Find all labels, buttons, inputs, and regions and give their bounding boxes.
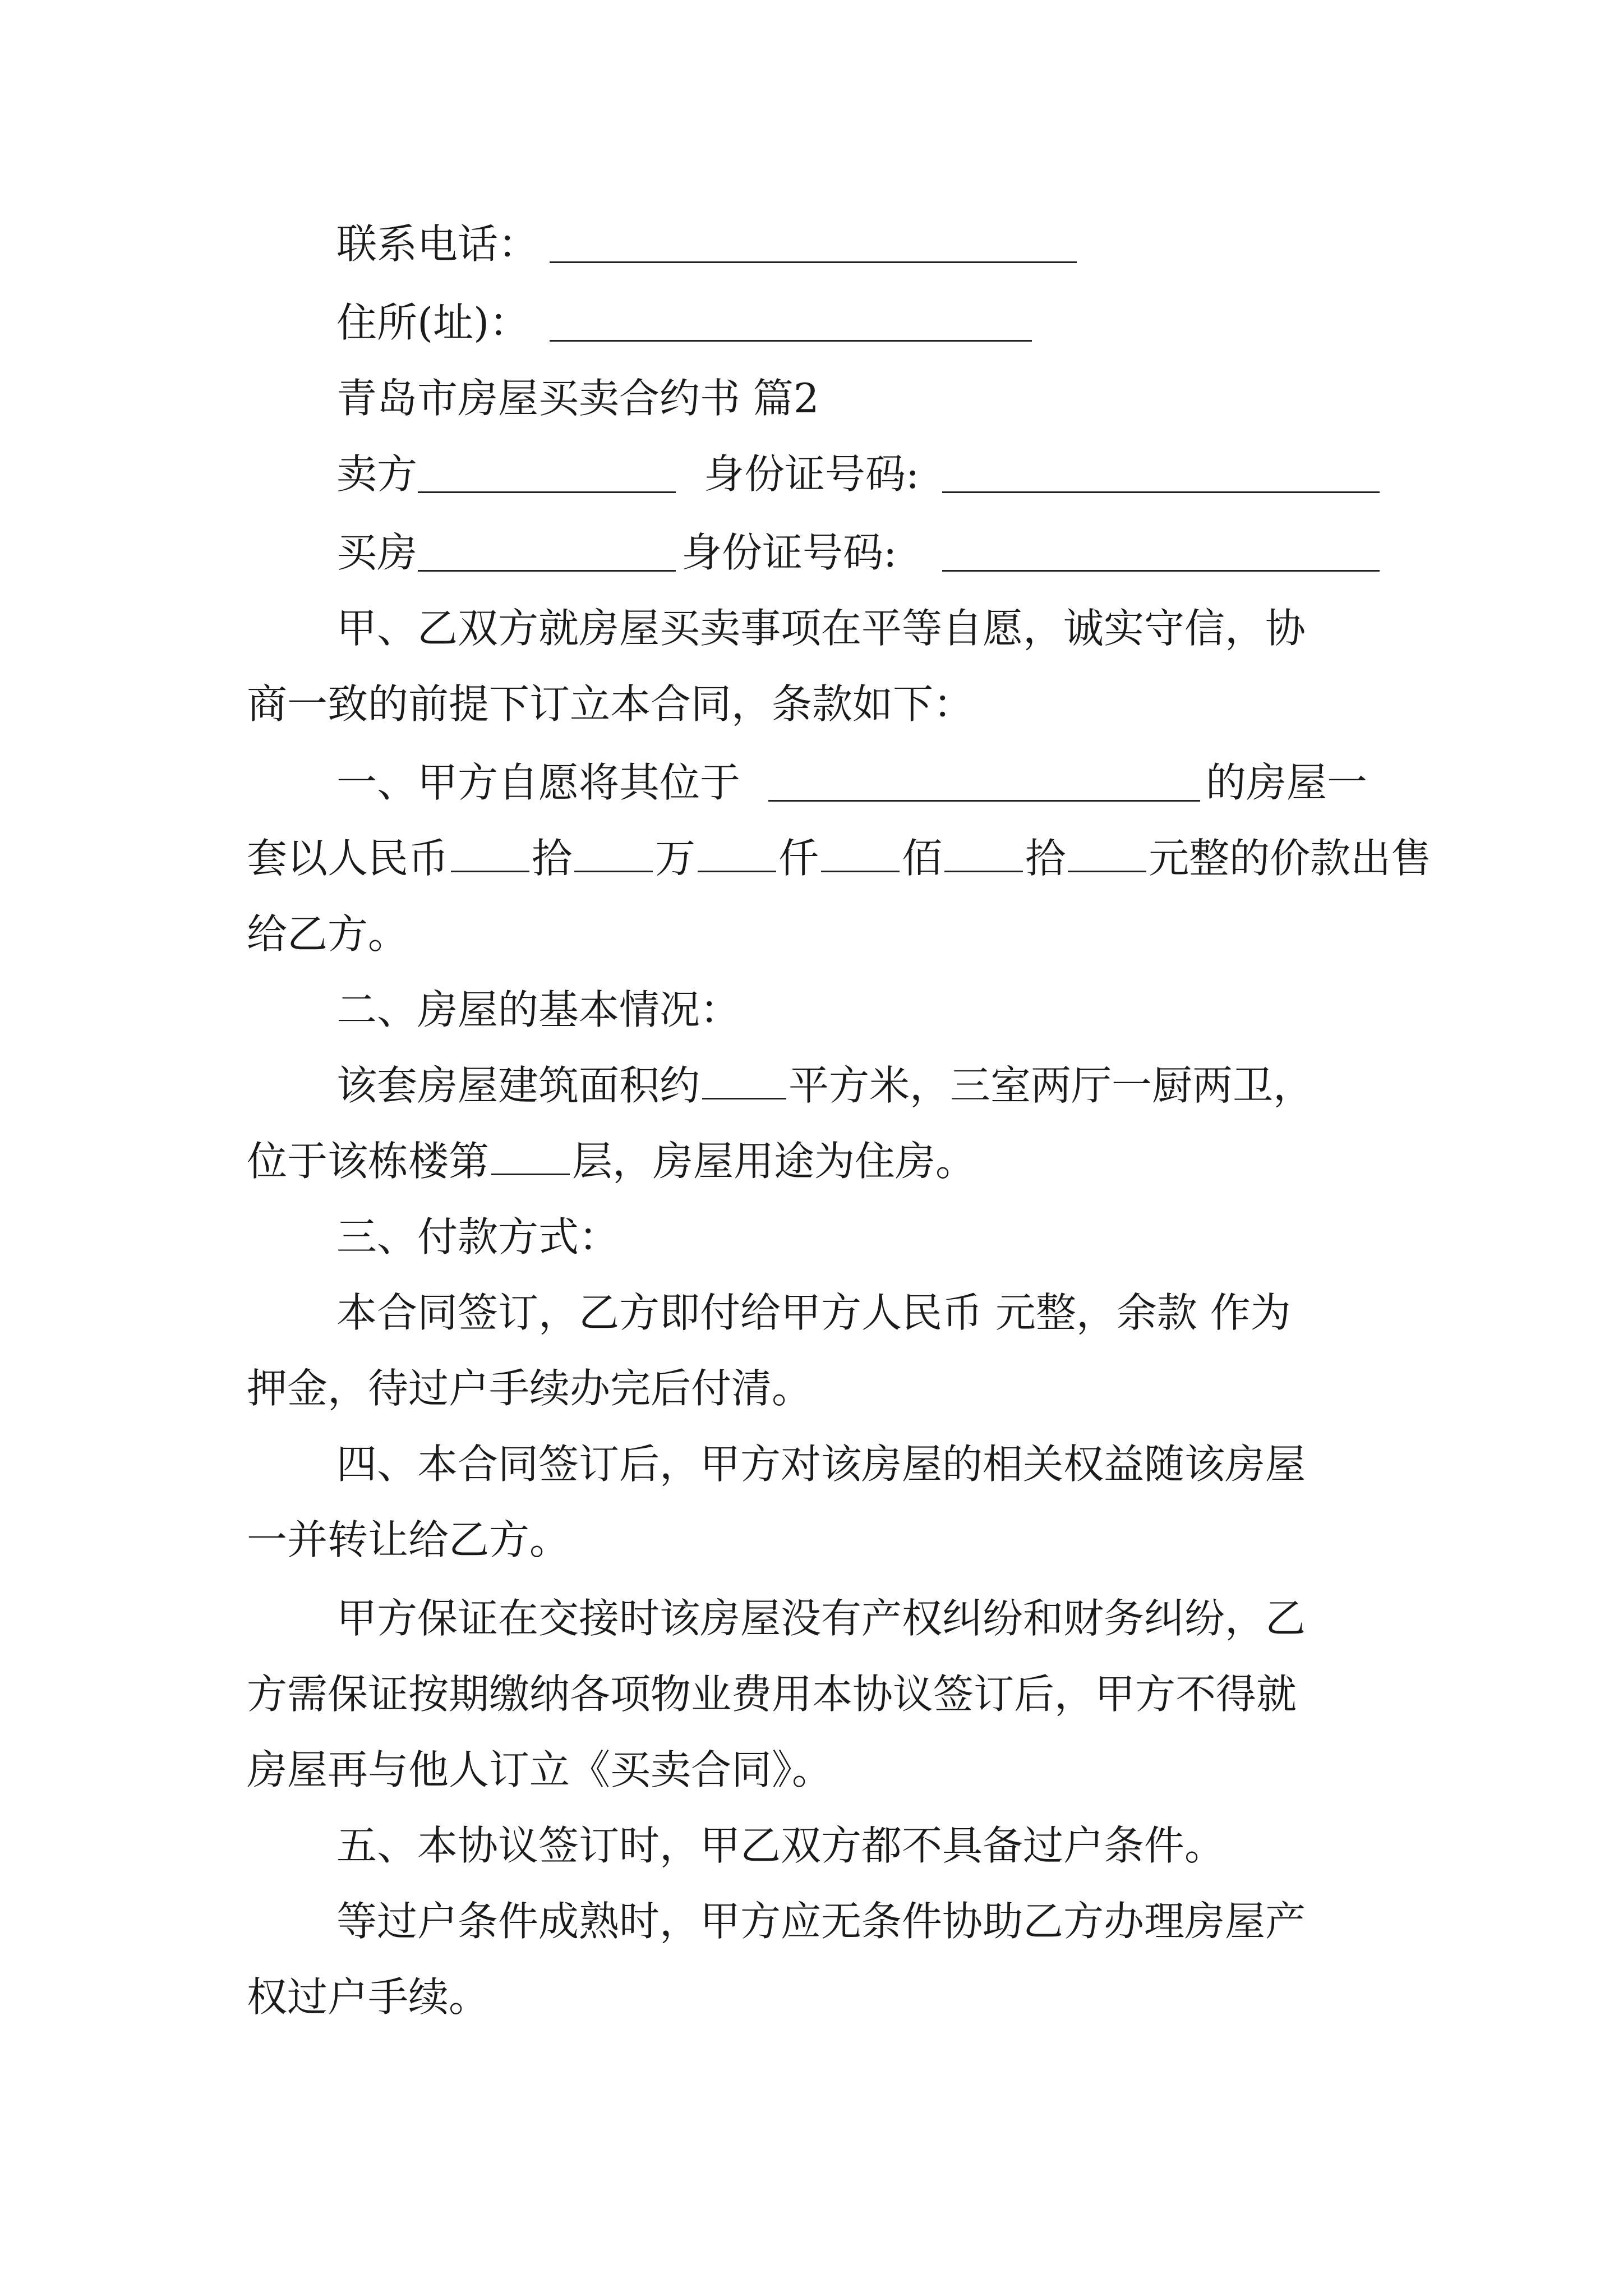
- clause3-line2: 押金，待过户手续办完后付清。: [247, 1365, 813, 1412]
- clause1-line3: 给乙方。: [247, 910, 409, 958]
- floor-prefix: 位于该栋楼第: [247, 1138, 490, 1185]
- price-blank-6: [1068, 830, 1146, 872]
- guarantee-line1: 甲方保证在交接时该房屋没有产权纠纷和财务纠纷，乙: [336, 1595, 1306, 1642]
- buyer-name-blank: [418, 570, 676, 572]
- intro-line-2: 商一致的前提下订立本合同，条款如下：: [247, 680, 974, 728]
- price-blank-2: [574, 830, 653, 872]
- price-line: [247, 827, 1431, 889]
- phone-blank: [550, 261, 1077, 263]
- clause5-line1: 五、本协议签订时，甲乙双方都不具备过户条件。: [336, 1822, 1225, 1869]
- transfer-line1: 等过户条件成熟时，甲方应无条件协助乙方办理房屋产: [336, 1898, 1306, 1945]
- price-blank-4: [821, 830, 900, 872]
- clause1-line1-b: 的房屋一: [1206, 759, 1368, 806]
- clause2-area-line: [336, 1055, 1313, 1116]
- price-suffix: 元整的价款出售: [1149, 835, 1432, 882]
- clause2-title: 二、房屋的基本情况：: [336, 986, 741, 1033]
- seller-id-label: 身份证号码:: [704, 450, 920, 498]
- address-label: 住所(址)：: [336, 299, 530, 346]
- clause3-title: 三、付款方式：: [336, 1213, 620, 1260]
- price-blank-3: [698, 830, 776, 872]
- section-title: 青岛市房屋买卖合约书 篇2: [336, 375, 819, 422]
- clause2-floor-line: [247, 1130, 976, 1192]
- area-suffix: 平方米，三室两厅一厨两卫，: [789, 1062, 1314, 1109]
- transfer-line2: 权过户手续。: [247, 1973, 490, 2021]
- seller-name-blank: [418, 491, 676, 493]
- price-unit-wan: 万: [655, 835, 696, 882]
- price-unit-shi-2: 拾: [1025, 835, 1066, 882]
- clause3-line1: 本合同签订，乙方即付给甲方人民币 元整，余款 作为: [336, 1289, 1291, 1336]
- clause1-line1-a: 一、甲方自愿将其位于: [336, 759, 741, 806]
- price-unit-qian: 仟: [778, 835, 819, 882]
- price-unit-bai: 佰: [902, 835, 943, 882]
- guarantee-line3: 房屋再与他人订立《买卖合同》。: [247, 1746, 833, 1793]
- phone-label: 联系电话：: [336, 220, 539, 268]
- area-prefix: 该套房屋建筑面积约: [336, 1062, 700, 1109]
- seller-id-blank: [942, 491, 1380, 493]
- price-blank-1: [451, 830, 529, 872]
- floor-suffix: 层，房屋用途为住房。: [572, 1138, 976, 1185]
- guarantee-line2: 方需保证按期缴纳各项物业费用本协议签订后，甲方不得就: [247, 1671, 1297, 1718]
- seller-label: 卖方: [336, 450, 418, 498]
- address-blank: [550, 340, 1032, 342]
- intro-line-1: 甲、乙双方就房屋买卖事项在平等自愿，诚实守信，协: [336, 605, 1306, 652]
- buyer-id-label: 身份证号码:: [681, 529, 897, 576]
- floor-blank: [491, 1133, 570, 1175]
- buyer-id-blank: [942, 570, 1380, 572]
- property-location-blank: [768, 800, 1200, 802]
- clause4-line2: 一并转让给乙方。: [247, 1516, 570, 1563]
- area-blank: [702, 1057, 786, 1099]
- price-prefix: 套以人民币: [247, 835, 449, 882]
- price-blank-5: [944, 830, 1023, 872]
- price-unit-shi: 拾: [532, 835, 573, 882]
- clause4-line1: 四、本合同签订后，甲方对该房屋的相关权益随该房屋: [336, 1441, 1306, 1488]
- buyer-label: 买房: [336, 529, 418, 576]
